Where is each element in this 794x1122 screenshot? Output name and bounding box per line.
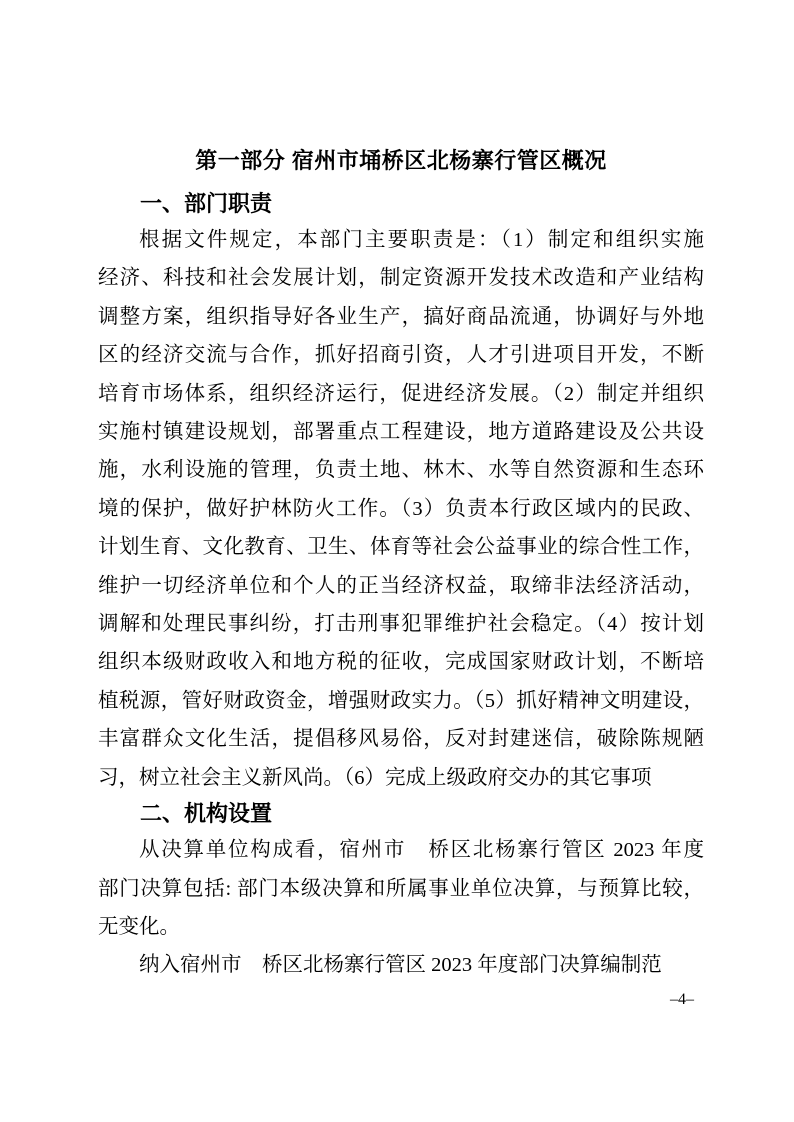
paragraph-line: 调整方案，组织指导好各业生产，搞好商品流通，协调好与外地 [98,305,704,328]
section-1-heading: 一、部门职责 [140,191,273,216]
paragraph-line: 境的保护，做好护林防火工作。（3）负责本行政区域内的民政、 [98,497,704,520]
paragraph-line: 根据文件规定，本部门主要职责是：（1）制定和组织实施 [139,229,704,251]
paragraph-line: 纳入宿州市 桥区北杨寨行管区 2023 年度部门决算编制范 [139,954,662,977]
paragraph-line: 区的经济交流与合作，抓好招商引资，人才引进项目开发，不断 [98,344,704,367]
document-title: 第一部分 宿州市埇桥区北杨寨行管区概况 [195,148,607,173]
paragraph-line: 调解和处理民事纠纷，打击刑事犯罪维护社会稳定。（4）按计划 [98,613,704,636]
paragraph-line: 习，树立社会主义新风尚。（6）完成上级政府交办的其它事项 [98,766,652,789]
paragraph-line: 施，水利设施的管理，负责土地、林木、水等自然资源和生态环 [98,459,704,482]
paragraph-line: 植税源，管好财政资金，增强财政实力。（5）抓好精神文明建设， [98,689,704,712]
paragraph-line: 丰富群众文化生活，提倡移风易俗，反对封建迷信，破除陈规陋 [98,728,704,751]
paragraph-line: 组织本级财政收入和地方税的征收，完成国家财政计划，不断培 [98,651,704,674]
paragraph-line: 维护一切经济单位和个人的正当经济权益，取缔非法经济活动， [98,574,704,597]
paragraph-line: 计划生育、文化教育、卫生、体育等社会公益事业的综合性工作， [98,536,704,559]
section-2-heading: 二、机构设置 [140,801,273,827]
page-number: –4– [670,991,694,1008]
paragraph-line: 培育市场体系，组织经济运行，促进经济发展。（2）制定并组织 [98,382,704,405]
paragraph-line: 实施村镇建设规划，部署重点工程建设，地方道路建设及公共设 [98,421,704,444]
paragraph-line: 从决算单位构成看，宿州市 桥区北杨寨行管区 2023 年度 [139,839,704,862]
paragraph-line: 无变化。 [98,915,180,938]
paragraph-line: 经济、科技和社会发展计划，制定资源开发技术改造和产业结构 [98,267,704,290]
document-content [98,143,704,985]
paragraph-line: 部门决算包括: 部门本级决算和所属事业单位决算，与预算比较， [98,877,704,900]
